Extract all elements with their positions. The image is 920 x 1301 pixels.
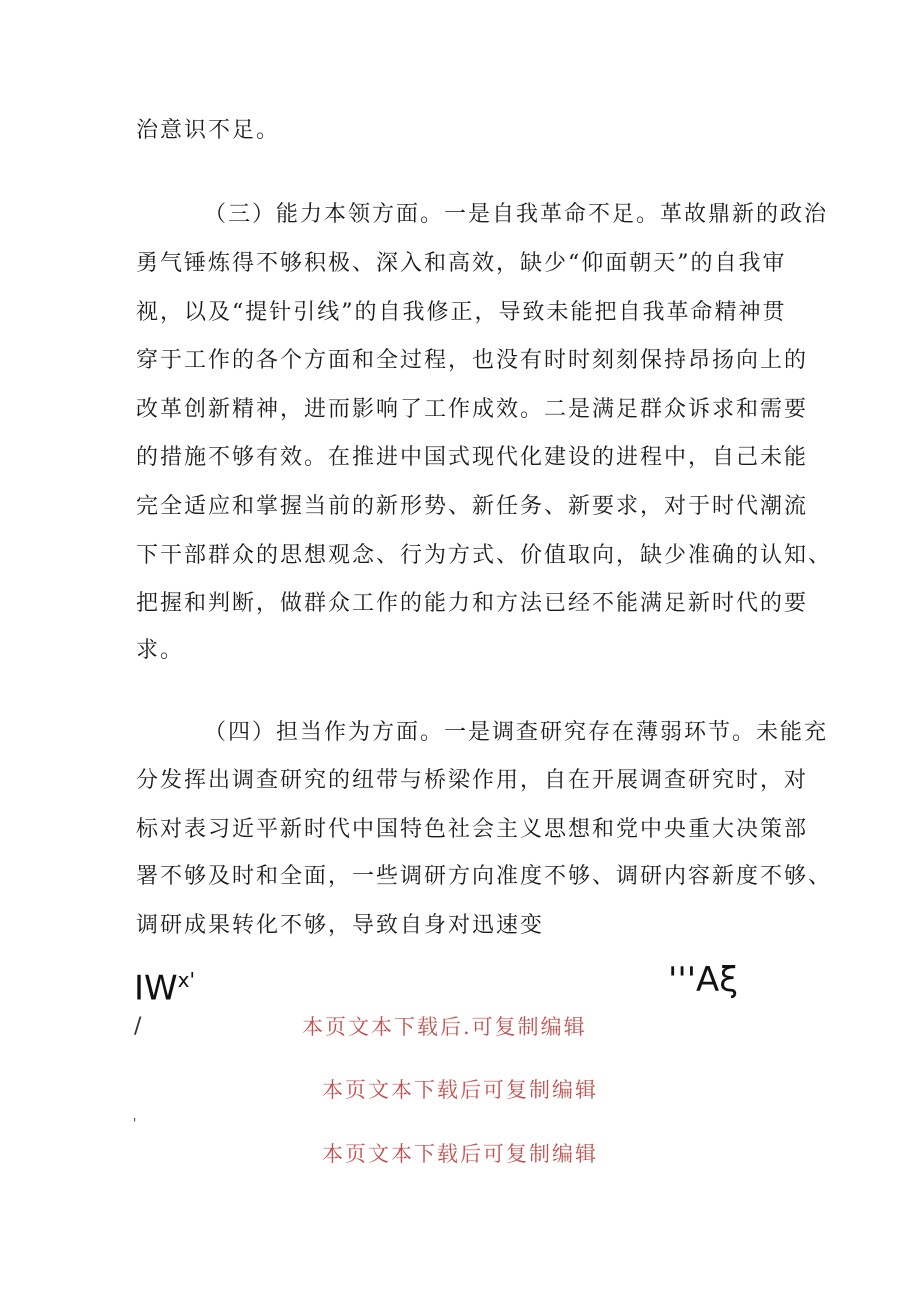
paragraph-4-line-3: 标对表习近平新时代中国特色社会主义思想和党中央重大决策部: [136, 817, 809, 842]
paragraph-3-line-7: 完全适应和掌握当前的新形势、新任务、新要求，对于时代潮流: [136, 494, 809, 519]
paragraph-3-line-5: 改革创新精神，进而影响了工作成效。二是满足群众诉求和需要: [136, 397, 809, 422]
paragraph-3-line-3: 视，以及“提针引线”的自我修正，导致未能把自我革命精神贯: [136, 300, 787, 325]
watermark-line-3: 本页文本下载后可复制编辑: [322, 1142, 598, 1166]
text-line: 治意识不足。: [136, 118, 281, 143]
paragraph-4-line-1: （四）担当作为方面。一是调查研究存在薄弱环节。未能充: [204, 720, 829, 745]
watermark-line-1: 本页文本下载后.可复制编辑: [302, 1015, 587, 1039]
garbled-left-main: IW: [134, 968, 178, 1009]
paragraph-3-line-10: 求。: [136, 638, 185, 663]
paragraph-3-line-6: 的措施不够有效。在推进中国式现代化建设的进程中，自己未能: [136, 445, 809, 470]
paragraph-3-line-1: （三）能力本领方面。一是自我革命不足。革故鼎新的政治: [204, 202, 829, 227]
paragraph-4-line-2: 分发挥出调查研究的纽带与桥梁作用，自在开展调查研究时，对: [136, 768, 809, 793]
watermark-line-2: 本页文本下载后可复制编辑: [322, 1078, 598, 1102]
paragraph-3-line-9: 把握和判断，做群众工作的能力和方法已经不能满足新时代的要: [136, 591, 809, 616]
tick-mark: ': [133, 1116, 137, 1130]
garbled-text-left: [134, 960, 195, 1008]
garbled-left-sup: x': [177, 968, 195, 992]
slash-mark: /: [134, 1014, 142, 1039]
paragraph-3-line-8: 下干部群众的思想观念、行为方式、价值取向，缺少准确的认知、: [136, 543, 833, 568]
paragraph-4-line-5: 调研成果转化不够，导致自身对迅速变: [136, 913, 545, 938]
paragraph-3-line-4: 穿于工作的各个方面和全过程，也没有时时刻刻保持昂扬向上的: [136, 348, 809, 373]
garbled-text-right: '''Aξ: [668, 960, 739, 1000]
paragraph-4-line-4: 署不够及时和全面，一些调研方向准度不够、调研内容新度不够、: [136, 864, 833, 889]
paragraph-3-line-2: 勇气锤炼得不够积极、深入和高效，缺少“仰面朝天”的自我审: [136, 251, 787, 276]
